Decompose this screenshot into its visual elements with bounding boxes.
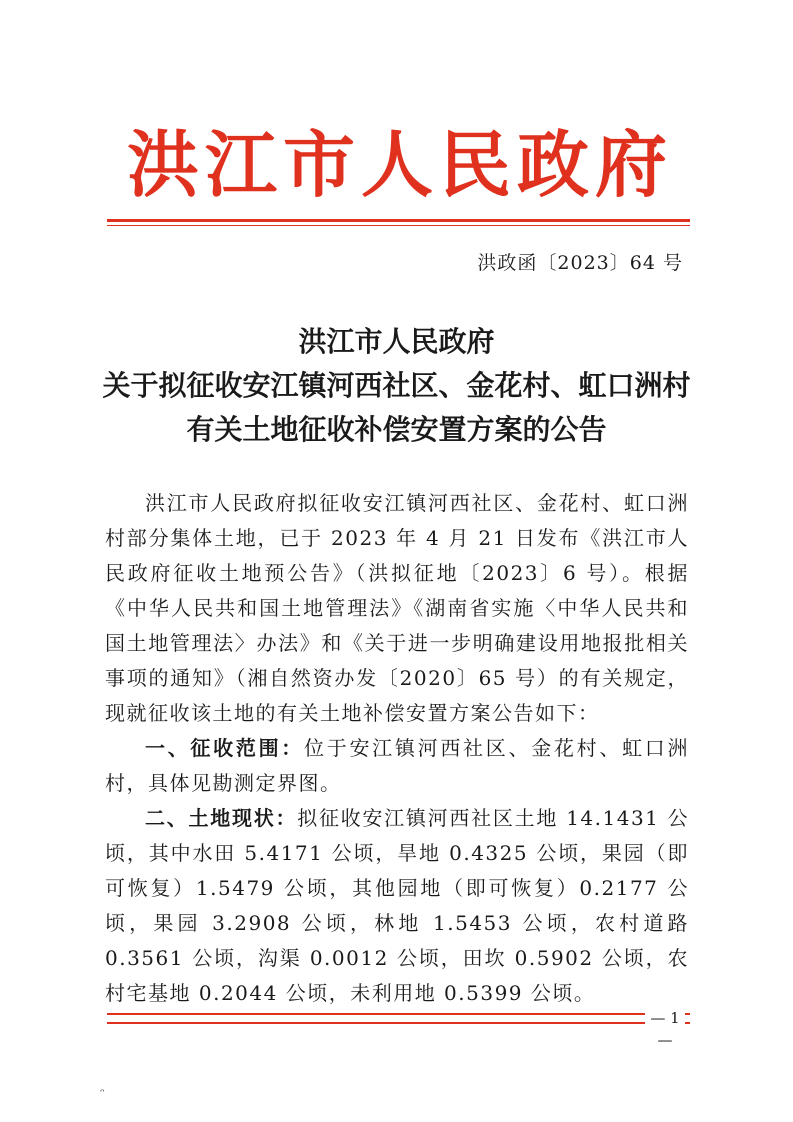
scope-text: 位于安江镇河西社区、金花村、虹口洲村，具体见勘测定界图。: [105, 736, 690, 795]
footer-red-rule: [107, 1013, 690, 1015]
page-number: — 1 —: [645, 1007, 685, 1029]
land-status-heading: 二、土地现状：: [145, 806, 298, 830]
body-paragraph-scope: [105, 731, 689, 801]
intro-text: 洪江市人民政府拟征收安江镇河西社区、金花村、虹口洲村部分集体土地，已于 2023 年 4 月 21 日发布《洪江市人民政府征收土地预公告》（洪拟征地〔2023〕6 号）。根据《中华人民共和国土地管理法》《湖南省实施〈中华人民共和国土地管理法〉办法》和《关于进一步明确建设用地报批相关事项的通知》（湘自然资办发〔2020〕65 号）的有关规定，现就征收该土地的有关土地补偿安置方案公告如下：: [105, 491, 689, 725]
body-paragraph-land-status: [105, 801, 689, 1011]
title-line-3: 有关土地征收补偿安置方案的公告: [186, 413, 607, 446]
title-line-1: 洪江市人民政府: [298, 325, 495, 358]
document-title: [100, 320, 693, 452]
title-line-2: 关于拟征收安江镇河西社区、金花村、虹口洲村: [102, 369, 691, 402]
land-status-text: 拟征收安江镇河西社区土地 14.1431 公顷，其中水田 5.4171 公顷，旱地 0.4325 公顷，果园（即可恢复）1.5479 公顷，其他园地（即可恢复）0.2177 公顷，果园 3.2908 公顷，林地 1.5453 公顷，农村道路 0.3561 公顷，沟渠 0.0012 公顷，田坎 0.5902 公顷，农村宅基地 0.2044 公顷，未利用地 0.5399 公顷。: [105, 806, 690, 1005]
body-paragraph-intro: [105, 486, 689, 731]
masthead-red-rule: [107, 219, 690, 222]
scope-heading: 一、征收范围：: [145, 736, 305, 760]
document-number: 洪政函〔2023〕64 号: [477, 252, 683, 274]
scan-speck-icon: ᵔ: [100, 1086, 105, 1100]
masthead-title: 洪江市人民政府: [126, 122, 673, 207]
document-body: [105, 486, 689, 1011]
footer-red-rule-2: [107, 1022, 690, 1024]
masthead-red-rule-thin: [107, 225, 690, 226]
